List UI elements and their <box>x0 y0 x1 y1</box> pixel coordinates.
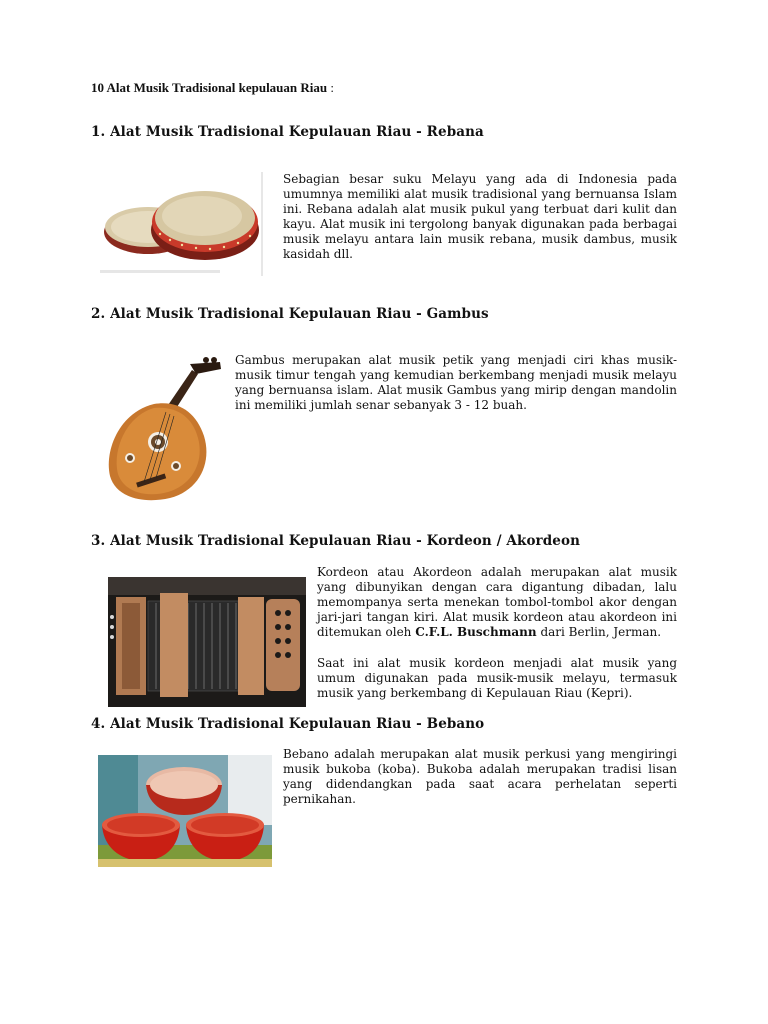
gambus-lute-image <box>100 352 224 504</box>
accordion-image <box>108 577 306 707</box>
section-heading-gambus: 2. Alat Musik Tradisional Kepulauan Riau - Gambus <box>91 306 489 322</box>
kordeon-description-2: Saat ini alat musik kordeon menjadi alat musik yang umum digunakan pada musik-musik melayu, termasuk musik yang berkembang di Kepulauan Riau (Kepri). <box>317 656 677 700</box>
rebana-drums-image <box>100 172 264 276</box>
section-heading-rebana: 1. Alat Musik Tradisional Kepulauan Riau - Rebana <box>91 124 484 140</box>
kordeon-description-1 <box>317 565 677 640</box>
kordeon-text-after: dari Berlin, Jerman. <box>536 625 662 639</box>
section-heading-kordeon: 3. Alat Musik Tradisional Kepulauan Riau - Kordeon / Akordeon <box>91 533 581 549</box>
inventor-name: C.F.L. Buschmann <box>415 625 537 639</box>
rebana-description: Sebagian besar suku Melayu yang ada di Indonesia pada umumnya memiliki alat musik tradisional yang bernuansa Islam ini. Rebana adalah alat musik pukul yang terbuat dari kulit dan kayu. Alat musik ini tergolong banyak digunakan pada berbagai musik melayu antara lain musik rebana, musik dambus, musik kasidah dll. <box>283 172 677 261</box>
section-heading-bebano: 4. Alat Musik Tradisional Kepulauan Riau - Bebano <box>91 716 485 732</box>
document-title-suffix: : <box>327 80 334 95</box>
document-title <box>91 80 334 96</box>
bebano-drums-image <box>98 755 272 867</box>
document-title-text: 10 Alat Musik Tradisional kepulauan Riau <box>91 80 328 95</box>
bebano-description: Bebano adalah merupakan alat musik perkusi yang mengiringi musik bukoba (koba). Bukoba adalah merupakan tradisi lisan yang didendangkan pada saat acara perhelatan seperti pernikahan. <box>283 747 677 806</box>
gambus-description: Gambus merupakan alat musik petik yang menjadi ciri khas musik-musik timur tengah yang kemudian berkembang menjadi musik melayu yang bernuansa islam. Alat musik Gambus yang mirip dengan mandolin ini memiliki jumlah senar sebanyak 3 - 12 buah. <box>235 353 677 412</box>
kordeon-text-before: Kordeon atau Akordeon adalah merupakan alat musik yang dibunyikan dengan cara digantung dibadan, lalu memompanya serta menekan tombol-tombol akor dengan jari-jari tangan kiri. Alat musik kordeon atau akordeon ini ditemukan oleh <box>317 565 677 639</box>
